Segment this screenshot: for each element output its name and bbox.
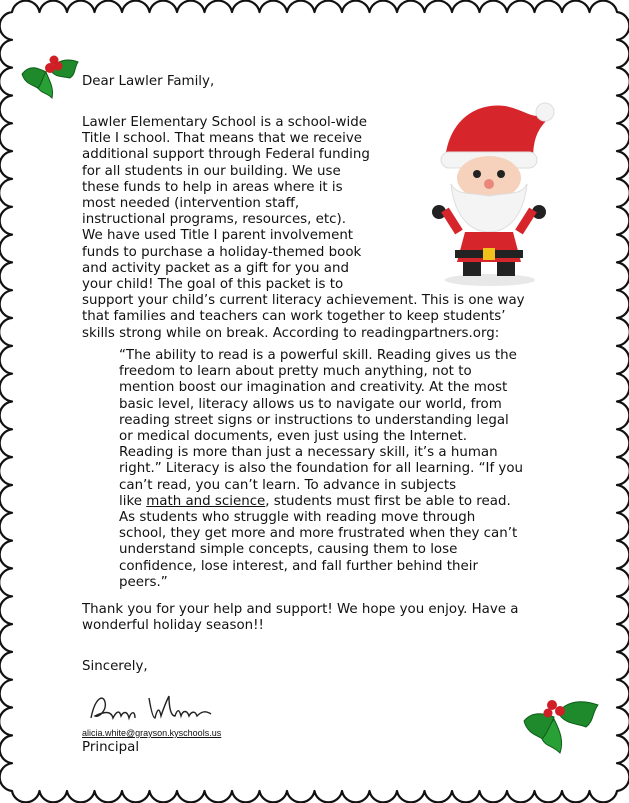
body-line: your child! The goal of this packet is to (82, 277, 344, 292)
quote-line: school, they get more and more frustrated when they can’t (119, 526, 518, 542)
principal-title: Principal (82, 740, 140, 755)
body-line: and activity packet as a gift for you and (82, 260, 349, 276)
quote-line: can’t read, you can’t learn. To advance in subjects (119, 477, 457, 493)
quote-line: peers.” (119, 574, 168, 590)
body-line: for all students in our building. We use (82, 163, 341, 179)
signature (85, 688, 245, 728)
math-science-link[interactable]: math and science (146, 493, 266, 509)
quote-line: Reading is more than just a necessary skill, it’s a human (119, 445, 498, 461)
body-line: these funds to help in areas where it is (82, 179, 343, 195)
quote-prefix: like (119, 493, 147, 509)
quote-line: or medical documents, even just using the Internet. (119, 429, 467, 444)
email-link[interactable]: alicia.white@grayson.kyschools.us (82, 728, 222, 738)
greeting: Dear Lawler Family, (82, 74, 215, 89)
sign-off: Sincerely, (82, 659, 148, 674)
body-line: skills strong while on break. According to readingpartners.org: (82, 325, 500, 341)
quote-line: mention boost our imagination and creativity. At the most (119, 380, 508, 396)
holly-icon (520, 685, 602, 755)
quote-line (119, 494, 511, 510)
quote-line: As students who struggle with reading move through (119, 510, 476, 525)
body-line: most needed (intervention staff, (82, 196, 300, 211)
quote-line: confidence, lose interest, and fall further behind their (119, 558, 478, 574)
quote-suffix: , students must first be able to read. (265, 493, 511, 509)
holly-icon (16, 44, 88, 100)
quote-line: freedom to learn about pretty much anything, not to (119, 364, 472, 380)
body-line: additional support through Federal funding (82, 147, 370, 163)
quote-line: “The ability to read is a powerful skill. Reading gives us the (119, 348, 517, 363)
body-line: Lawler Elementary School is a school-wide (82, 115, 367, 130)
quote-line: understand simple concepts, causing them to lose (119, 542, 458, 558)
quote-line: right.” Literacy is also the foundation for all learning. “If you (119, 461, 524, 477)
body-line: support your child’s current literacy achievement. This is one way (82, 293, 525, 309)
body-line: funds to purchase a holiday-themed book (82, 244, 362, 260)
closing-line: Thank you for your help and support! We hope you enjoy. Have a (82, 602, 519, 617)
body-line: instructional programs, resources, etc). (82, 212, 347, 228)
quote-line: reading street signs or instructions to understanding legal (119, 412, 509, 428)
body-line: Title I school. That means that we receive (82, 131, 363, 147)
closing-line: wonderful holiday season!! (82, 618, 264, 634)
body-line: We have used Title I parent involvement (82, 228, 354, 244)
quote-line: basic level, literacy allows us to navigate our world, from (119, 396, 502, 412)
body-line: that families and teachers can work together to keep students’ (82, 309, 506, 325)
santa-illustration (425, 92, 555, 287)
